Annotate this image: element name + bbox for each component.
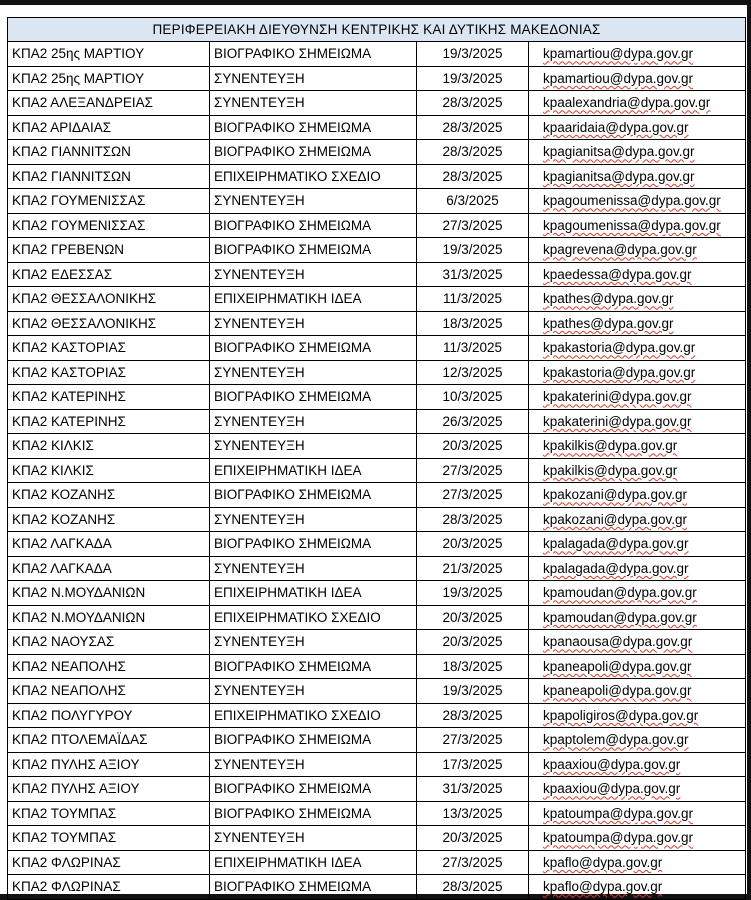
service-cell[interactable]: ΣΥΝΕΝΤΕΥΞΗ (210, 360, 417, 385)
table-body (8, 42, 746, 900)
date-cell[interactable]: 10/3/2025 (417, 385, 529, 410)
email-cell[interactable] (529, 336, 746, 361)
email-cell[interactable] (529, 409, 746, 434)
service-cell[interactable]: ΣΥΝΕΝΤΕΥΞΗ (210, 434, 417, 459)
table-row (8, 752, 746, 777)
office-cell[interactable]: ΚΠΑ2 ΚΑΣΤΟΡΙΑΣ (8, 360, 210, 385)
table-row (8, 679, 746, 704)
email-text: kpaedessa@dypa.gov.gr (543, 266, 692, 282)
office-cell[interactable]: ΚΠΑ2 ΦΛΩΡΙΝΑΣ (8, 875, 210, 900)
date-cell[interactable]: 28/3/2025 (417, 875, 529, 900)
table-row (8, 385, 746, 410)
table-row (8, 189, 746, 214)
top-frame-edge (0, 0, 751, 5)
date-cell[interactable]: 11/3/2025 (417, 336, 529, 361)
email-text: kpagoumenissa@dypa.gov.gr (543, 193, 721, 209)
date-cell[interactable]: 28/3/2025 (417, 91, 529, 116)
date-cell[interactable]: 20/3/2025 (417, 826, 529, 851)
service-cell[interactable]: ΒΙΟΓΡΑΦΙΚΟ ΣΗΜΕΙΩΜΑ (210, 42, 417, 67)
date-cell[interactable]: 18/3/2025 (417, 311, 529, 336)
table-row (8, 630, 746, 655)
office-cell[interactable]: ΚΠΑ2 ΓΡΕΒΕΝΩΝ (8, 238, 210, 263)
office-cell[interactable]: ΚΠΑ2 ΝΕΑΠΟΛΗΣ (8, 679, 210, 704)
table-row (8, 66, 746, 91)
office-cell[interactable]: ΚΠΑ2 25ης ΜΑΡΤΙΟΥ (8, 66, 210, 91)
email-cell[interactable] (529, 66, 746, 91)
office-cell[interactable]: ΚΠΑ2 ΤΟΥΜΠΑΣ (8, 801, 210, 826)
date-cell[interactable]: 31/3/2025 (417, 777, 529, 802)
date-cell[interactable]: 6/3/2025 (417, 189, 529, 214)
email-text: kpakozani@dypa.gov.gr (543, 511, 688, 527)
service-cell[interactable]: ΣΥΝΕΝΤΕΥΞΗ (210, 189, 417, 214)
office-cell[interactable]: ΚΠΑ2 ΠΤΟΛΕΜΑΪΔΑΣ (8, 728, 210, 753)
email-text: kpaflo@dypa.gov.gr (543, 879, 663, 895)
table-row (8, 287, 746, 312)
date-cell[interactable]: 27/3/2025 (417, 213, 529, 238)
email-text: kpagoumenissa@dypa.gov.gr (543, 217, 721, 233)
table-row (8, 826, 746, 851)
service-cell[interactable]: ΕΠΙΧΕΙΡΗΜΑΤΙΚΟ ΣΧΕΔΙΟ (210, 605, 417, 630)
email-cell[interactable] (529, 752, 746, 777)
office-cell[interactable]: ΚΠΑ2 ΓΙΑΝΝΙΤΣΩΝ (8, 164, 210, 189)
service-cell[interactable]: ΕΠΙΧΕΙΡΗΜΑΤΙΚΗ ΙΔΕΑ (210, 287, 417, 312)
date-cell[interactable]: 28/3/2025 (417, 115, 529, 140)
office-cell[interactable]: ΚΠΑ2 ΘΕΣΣΑΛΟΝΙΚΗΣ (8, 287, 210, 312)
email-cell[interactable] (529, 532, 746, 557)
office-cell[interactable]: ΚΠΑ2 ΑΡΙΔΑΙΑΣ (8, 115, 210, 140)
service-cell[interactable]: ΣΥΝΕΝΤΕΥΞΗ (210, 752, 417, 777)
service-cell[interactable]: ΒΙΟΓΡΑΦΙΚΟ ΣΗΜΕΙΩΜΑ (210, 483, 417, 508)
email-cell[interactable] (529, 507, 746, 532)
email-text: kpalagada@dypa.gov.gr (543, 560, 689, 576)
date-cell[interactable]: 13/3/2025 (417, 801, 529, 826)
email-text: kpamartiou@dypa.gov.gr (543, 70, 694, 86)
service-cell[interactable]: ΣΥΝΕΝΤΕΥΞΗ (210, 826, 417, 851)
office-cell[interactable]: ΚΠΑ2 ΑΛΕΞΑΝΔΡΕΙΑΣ (8, 91, 210, 116)
service-cell[interactable]: ΒΙΟΓΡΑΦΙΚΟ ΣΗΜΕΙΩΜΑ (210, 140, 417, 165)
email-cell[interactable] (529, 728, 746, 753)
email-text: kpapoligiros@dypa.gov.gr (543, 707, 699, 723)
email-cell[interactable] (529, 801, 746, 826)
service-cell[interactable]: ΣΥΝΕΝΤΕΥΞΗ (210, 507, 417, 532)
email-text: kpakaterini@dypa.gov.gr (543, 389, 692, 405)
email-text: kpamoudan@dypa.gov.gr (543, 585, 697, 601)
email-text: kpatoumpa@dypa.gov.gr (543, 805, 694, 821)
table-row (8, 238, 746, 263)
date-cell[interactable]: 27/3/2025 (417, 850, 529, 875)
office-cell[interactable]: ΚΠΑ2 25ης ΜΑΡΤΙΟΥ (8, 42, 210, 67)
table-row (8, 115, 746, 140)
table-row (8, 164, 746, 189)
email-cell[interactable] (529, 238, 746, 263)
email-text: kpagrevena@dypa.gov.gr (543, 242, 697, 258)
email-cell[interactable] (529, 262, 746, 287)
date-cell[interactable]: 17/3/2025 (417, 752, 529, 777)
table-row (8, 91, 746, 116)
email-cell[interactable] (529, 360, 746, 385)
table-row (8, 311, 746, 336)
email-text: kpaptolem@dypa.gov.gr (543, 732, 689, 748)
email-text: kpakastoria@dypa.gov.gr (543, 364, 696, 380)
office-cell[interactable]: ΚΠΑ2 ΚΙΛΚΙΣ (8, 458, 210, 483)
email-cell[interactable] (529, 703, 746, 728)
date-cell[interactable]: 19/3/2025 (417, 42, 529, 67)
service-cell[interactable]: ΕΠΙΧΕΙΡΗΜΑΤΙΚΗ ΙΔΕΑ (210, 458, 417, 483)
region-header[interactable]: ΠΕΡΙΦΕΡΕΙΑΚΗ ΔΙΕΥΘΥΝΣΗ ΚΕΝΤΡΙΚΗΣ ΚΑΙ ΔΥΤΙΚΗΣ ΜΑΚΕΔΟΝΙΑΣ (8, 18, 746, 42)
email-cell[interactable] (529, 850, 746, 875)
table-row (8, 532, 746, 557)
email-cell[interactable] (529, 654, 746, 679)
email-text: kpaaridaia@dypa.gov.gr (543, 119, 689, 135)
date-cell[interactable]: 21/3/2025 (417, 556, 529, 581)
email-cell[interactable] (529, 434, 746, 459)
table-row (8, 336, 746, 361)
email-text: kpakilkis@dypa.gov.gr (543, 462, 678, 478)
table-row (8, 262, 746, 287)
email-text: kpakaterini@dypa.gov.gr (543, 413, 692, 429)
service-cell[interactable]: ΣΥΝΕΝΤΕΥΞΗ (210, 311, 417, 336)
date-cell[interactable]: 20/3/2025 (417, 434, 529, 459)
office-cell[interactable]: ΚΠΑ2 ΠΥΛΗΣ ΑΞΙΟΥ (8, 752, 210, 777)
email-cell[interactable] (529, 826, 746, 851)
email-text: kpaaxiou@dypa.gov.gr (543, 781, 681, 797)
date-cell[interactable]: 19/3/2025 (417, 66, 529, 91)
table-row (8, 581, 746, 606)
service-cell[interactable]: ΒΙΟΓΡΑΦΙΚΟ ΣΗΜΕΙΩΜΑ (210, 532, 417, 557)
date-cell[interactable]: 27/3/2025 (417, 728, 529, 753)
table-row (8, 728, 746, 753)
email-cell[interactable] (529, 287, 746, 312)
table-row (8, 703, 746, 728)
email-text: kpagianitsa@dypa.gov.gr (543, 144, 695, 160)
service-cell[interactable]: ΣΥΝΕΝΤΕΥΞΗ (210, 679, 417, 704)
office-cell[interactable]: ΚΠΑ2 Ν.ΜΟΥΔΑΝΙΩΝ (8, 605, 210, 630)
email-cell[interactable] (529, 581, 746, 606)
email-cell[interactable] (529, 164, 746, 189)
table-row (8, 213, 746, 238)
table-row (8, 850, 746, 875)
date-cell[interactable]: 28/3/2025 (417, 507, 529, 532)
service-cell[interactable]: ΣΥΝΕΝΤΕΥΞΗ (210, 409, 417, 434)
date-cell[interactable]: 11/3/2025 (417, 287, 529, 312)
date-cell[interactable]: 28/3/2025 (417, 164, 529, 189)
service-cell[interactable]: ΒΙΟΓΡΑΦΙΚΟ ΣΗΜΕΙΩΜΑ (210, 385, 417, 410)
email-text: kpamoudan@dypa.gov.gr (543, 609, 697, 625)
appointments-table (7, 17, 746, 900)
office-cell[interactable]: ΚΠΑ2 ΘΕΣΣΑΛΟΝΙΚΗΣ (8, 311, 210, 336)
email-cell[interactable] (529, 311, 746, 336)
service-cell[interactable]: ΕΠΙΧΕΙΡΗΜΑΤΙΚΗ ΙΔΕΑ (210, 850, 417, 875)
service-cell[interactable]: ΒΙΟΓΡΑΦΙΚΟ ΣΗΜΕΙΩΜΑ (210, 728, 417, 753)
office-cell[interactable]: ΚΠΑ2 ΚΑΣΤΟΡΙΑΣ (8, 336, 210, 361)
office-cell[interactable]: ΚΠΑ2 ΚΑΤΕΡΙΝΗΣ (8, 409, 210, 434)
table-row (8, 360, 746, 385)
email-text: kpakozani@dypa.gov.gr (543, 487, 688, 503)
office-cell[interactable]: ΚΠΑ2 ΠΥΛΗΣ ΑΞΙΟΥ (8, 777, 210, 802)
service-cell[interactable]: ΕΠΙΧΕΙΡΗΜΑΤΙΚΟ ΣΧΕΔΙΟ (210, 703, 417, 728)
right-frame-edge (747, 0, 751, 900)
service-cell[interactable]: ΕΠΙΧΕΙΡΗΜΑΤΙΚΗ ΙΔΕΑ (210, 581, 417, 606)
email-text: kpamartiou@dypa.gov.gr (543, 46, 694, 62)
table-header-row (8, 18, 746, 42)
email-cell[interactable] (529, 140, 746, 165)
service-cell[interactable]: ΒΙΟΓΡΑΦΙΚΟ ΣΗΜΕΙΩΜΑ (210, 238, 417, 263)
office-cell[interactable]: ΚΠΑ2 ΦΛΩΡΙΝΑΣ (8, 850, 210, 875)
service-cell[interactable]: ΣΥΝΕΝΤΕΥΞΗ (210, 91, 417, 116)
email-text: kpakilkis@dypa.gov.gr (543, 438, 678, 454)
service-cell[interactable]: ΣΥΝΕΝΤΕΥΞΗ (210, 66, 417, 91)
service-cell[interactable]: ΒΙΟΓΡΑΦΙΚΟ ΣΗΜΕΙΩΜΑ (210, 336, 417, 361)
office-cell[interactable]: ΚΠΑ2 ΠΟΛΥΓΥΡΟΥ (8, 703, 210, 728)
table-row (8, 458, 746, 483)
office-cell[interactable]: ΚΠΑ2 ΓΟΥΜΕΝΙΣΣΑΣ (8, 189, 210, 214)
office-cell[interactable]: ΚΠΑ2 ΛΑΓΚΑΔΑ (8, 532, 210, 557)
service-cell[interactable]: ΒΙΟΓΡΑΦΙΚΟ ΣΗΜΕΙΩΜΑ (210, 777, 417, 802)
date-cell[interactable]: 20/3/2025 (417, 630, 529, 655)
office-cell[interactable]: ΚΠΑ2 ΓΙΑΝΝΙΤΣΩΝ (8, 140, 210, 165)
email-text: kpaalexandria@dypa.gov.gr (543, 95, 711, 111)
email-cell[interactable] (529, 777, 746, 802)
email-cell[interactable] (529, 213, 746, 238)
email-cell[interactable] (529, 679, 746, 704)
service-cell[interactable]: ΒΙΟΓΡΑΦΙΚΟ ΣΗΜΕΙΩΜΑ (210, 801, 417, 826)
table-row (8, 507, 746, 532)
date-cell[interactable]: 27/3/2025 (417, 458, 529, 483)
email-text: kpatoumpa@dypa.gov.gr (543, 830, 694, 846)
date-cell[interactable]: 31/3/2025 (417, 262, 529, 287)
email-cell[interactable] (529, 42, 746, 67)
date-cell[interactable]: 27/3/2025 (417, 483, 529, 508)
date-cell[interactable]: 20/3/2025 (417, 605, 529, 630)
office-cell[interactable]: ΚΠΑ2 ΛΑΓΚΑΔΑ (8, 556, 210, 581)
email-cell[interactable] (529, 605, 746, 630)
email-text: kpathes@dypa.gov.gr (543, 291, 674, 307)
table-row (8, 875, 746, 900)
table-row (8, 434, 746, 459)
service-cell[interactable]: ΒΙΟΓΡΑΦΙΚΟ ΣΗΜΕΙΩΜΑ (210, 115, 417, 140)
table-row (8, 556, 746, 581)
date-cell[interactable]: 12/3/2025 (417, 360, 529, 385)
email-text: kpakastoria@dypa.gov.gr (543, 340, 696, 356)
email-cell[interactable] (529, 630, 746, 655)
email-text: kpaaxiou@dypa.gov.gr (543, 756, 681, 772)
email-cell[interactable] (529, 875, 746, 900)
date-cell[interactable]: 26/3/2025 (417, 409, 529, 434)
office-cell[interactable]: ΚΠΑ2 ΚΟΖΑΝΗΣ (8, 483, 210, 508)
office-cell[interactable]: ΚΠΑ2 ΚΑΤΕΡΙΝΗΣ (8, 385, 210, 410)
office-cell[interactable]: ΚΠΑ2 ΝΕΑΠΟΛΗΣ (8, 654, 210, 679)
table-row (8, 409, 746, 434)
email-cell[interactable] (529, 115, 746, 140)
table-row (8, 605, 746, 630)
table-row (8, 801, 746, 826)
office-cell[interactable]: ΚΠΑ2 ΤΟΥΜΠΑΣ (8, 826, 210, 851)
service-cell[interactable]: ΒΙΟΓΡΑΦΙΚΟ ΣΗΜΕΙΩΜΑ (210, 654, 417, 679)
table-row (8, 483, 746, 508)
office-cell[interactable]: ΚΠΑ2 ΝΑΟΥΣΑΣ (8, 630, 210, 655)
table-row (8, 654, 746, 679)
email-text: kpaneapoli@dypa.gov.gr (543, 658, 692, 674)
office-cell[interactable]: ΚΠΑ2 ΚΙΛΚΙΣ (8, 434, 210, 459)
office-cell[interactable]: ΚΠΑ2 ΕΔΕΣΣΑΣ (8, 262, 210, 287)
service-cell[interactable]: ΒΙΟΓΡΑΦΙΚΟ ΣΗΜΕΙΩΜΑ (210, 875, 417, 900)
service-cell[interactable]: ΣΥΝΕΝΤΕΥΞΗ (210, 630, 417, 655)
office-cell[interactable]: ΚΠΑ2 Ν.ΜΟΥΔΑΝΙΩΝ (8, 581, 210, 606)
email-cell[interactable] (529, 556, 746, 581)
email-cell[interactable] (529, 483, 746, 508)
email-text: kpagianitsa@dypa.gov.gr (543, 168, 695, 184)
table-row (8, 777, 746, 802)
email-cell[interactable] (529, 385, 746, 410)
email-text: kpaflo@dypa.gov.gr (543, 854, 663, 870)
email-text: kpathes@dypa.gov.gr (543, 315, 674, 331)
date-cell[interactable]: 19/3/2025 (417, 238, 529, 263)
email-text: kpalagada@dypa.gov.gr (543, 536, 689, 552)
service-cell[interactable]: ΕΠΙΧΕΙΡΗΜΑΤΙΚΟ ΣΧΕΔΙΟ (210, 164, 417, 189)
service-cell[interactable]: ΣΥΝΕΝΤΕΥΞΗ (210, 262, 417, 287)
email-cell[interactable] (529, 458, 746, 483)
service-cell[interactable]: ΣΥΝΕΝΤΕΥΞΗ (210, 556, 417, 581)
date-cell[interactable]: 28/3/2025 (417, 703, 529, 728)
email-cell[interactable] (529, 91, 746, 116)
office-cell[interactable]: ΚΠΑ2 ΓΟΥΜΕΝΙΣΣΑΣ (8, 213, 210, 238)
email-cell[interactable] (529, 189, 746, 214)
date-cell[interactable]: 19/3/2025 (417, 581, 529, 606)
spreadsheet-sheet (7, 17, 745, 900)
date-cell[interactable]: 28/3/2025 (417, 140, 529, 165)
date-cell[interactable]: 20/3/2025 (417, 532, 529, 557)
table-row (8, 42, 746, 67)
table-row (8, 140, 746, 165)
date-cell[interactable]: 18/3/2025 (417, 654, 529, 679)
email-text: kpaneapoli@dypa.gov.gr (543, 683, 692, 699)
office-cell[interactable]: ΚΠΑ2 ΚΟΖΑΝΗΣ (8, 507, 210, 532)
email-text: kpanaousa@dypa.gov.gr (543, 634, 693, 650)
service-cell[interactable]: ΒΙΟΓΡΑΦΙΚΟ ΣΗΜΕΙΩΜΑ (210, 213, 417, 238)
date-cell[interactable]: 19/3/2025 (417, 679, 529, 704)
